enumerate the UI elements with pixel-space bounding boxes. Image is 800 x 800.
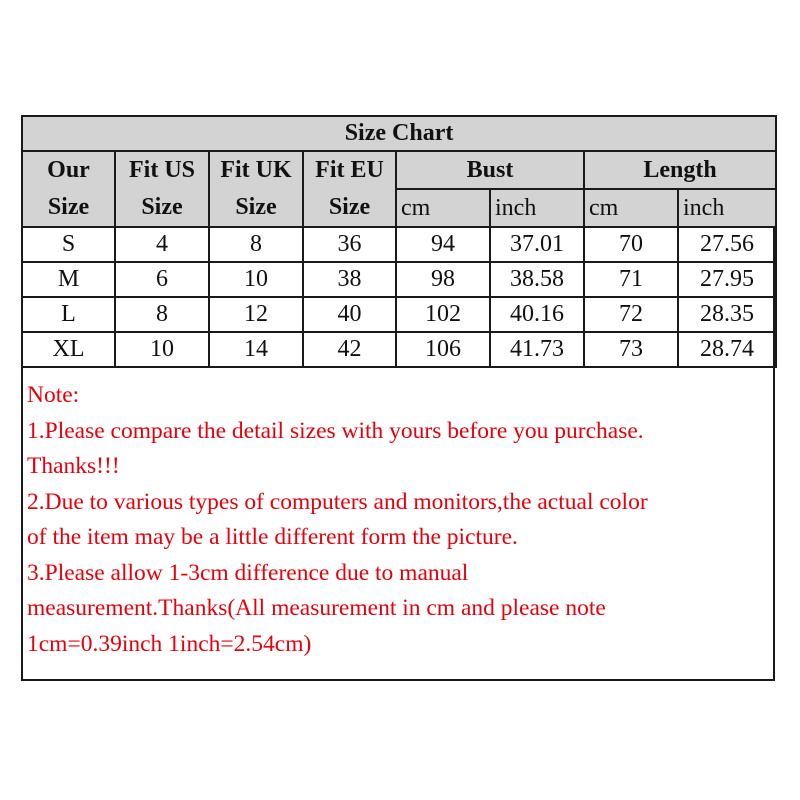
cell-fit-eu: 36 [303,227,396,262]
size-chart-table [21,115,777,368]
cell-bust-cm: 94 [396,227,490,262]
header-fit-us-line1: Fit US [129,157,195,183]
notes-heading: Note: [27,382,80,408]
cell-fit-us: 8 [115,297,209,332]
cell-length-inch: 27.56 [678,227,776,262]
header-fit-us-line2: Size [141,194,183,220]
cell-size: S [22,227,115,262]
header-fit-us [115,151,209,227]
cell-fit-us: 10 [115,332,209,367]
cell-size: XL [22,332,115,367]
table-title: Size Chart [22,116,776,151]
cell-fit-uk: 8 [209,227,303,262]
cell-length-cm: 73 [584,332,678,367]
notes-section [23,368,773,662]
unit-length-inch: inch [678,189,776,227]
note-line: 3.Please allow 1-3cm difference due to manual [27,559,469,586]
cell-length-cm: 70 [584,227,678,262]
cell-fit-us: 4 [115,227,209,262]
title-row [22,116,776,151]
header-fit-uk-line1: Fit UK [220,157,292,183]
cell-fit-uk: 14 [209,332,303,367]
unit-bust-inch: inch [490,189,584,227]
header-fit-eu-line2: Size [328,194,371,220]
cell-bust-inch: 38.58 [490,262,584,297]
header-fit-uk [209,151,303,227]
cell-length-cm: 72 [584,297,678,332]
header-fit-eu-line1: Fit EU [315,157,384,183]
cell-length-inch: 27.95 [678,262,776,297]
table-row [22,262,776,297]
cell-fit-eu: 40 [303,297,396,332]
cell-bust-inch: 41.73 [490,332,584,367]
cell-bust-cm: 98 [396,262,490,297]
cell-bust-cm: 106 [396,332,490,367]
header-length: Length [584,151,776,189]
header-fit-uk-line2: Size [235,194,277,220]
cell-bust-inch: 40.16 [490,297,584,332]
cell-fit-eu: 42 [303,332,396,367]
cell-fit-uk: 10 [209,262,303,297]
cell-size: L [22,297,115,332]
cell-bust-inch: 37.01 [490,227,584,262]
note-line: of the item may be a little different form the picture. [27,524,518,550]
cell-length-inch: 28.35 [678,297,776,332]
cell-fit-us: 6 [115,262,209,297]
note-line: 1.Please compare the detail sizes with yours before you purchase. [27,417,644,444]
header-bust: Bust [396,151,584,189]
header-row-top [22,151,776,189]
size-chart-panel [21,115,775,681]
table-row [22,332,776,367]
cell-length-cm: 71 [584,262,678,297]
unit-bust-cm: cm [396,189,490,227]
table-row [22,297,776,332]
cell-length-inch: 28.74 [678,332,776,367]
unit-length-cm: cm [584,189,678,227]
note-line: Thanks!!! [27,453,120,479]
cell-fit-uk: 12 [209,297,303,332]
cell-size: M [22,262,115,297]
header-our-size-line2: Size [47,194,90,220]
header-fit-eu [303,151,396,227]
header-our-size [22,151,115,227]
header-our-size-line1: Our [47,157,90,183]
note-line: 1cm=0.39inch 1inch=2.54cm) [27,630,312,657]
cell-bust-cm: 102 [396,297,490,332]
cell-fit-eu: 38 [303,262,396,297]
note-line: 2.Due to various types of computers and monitors,the actual color [27,488,648,515]
table-row [22,227,776,262]
note-line: measurement.Thanks(All measurement in cm and please note [27,595,606,621]
